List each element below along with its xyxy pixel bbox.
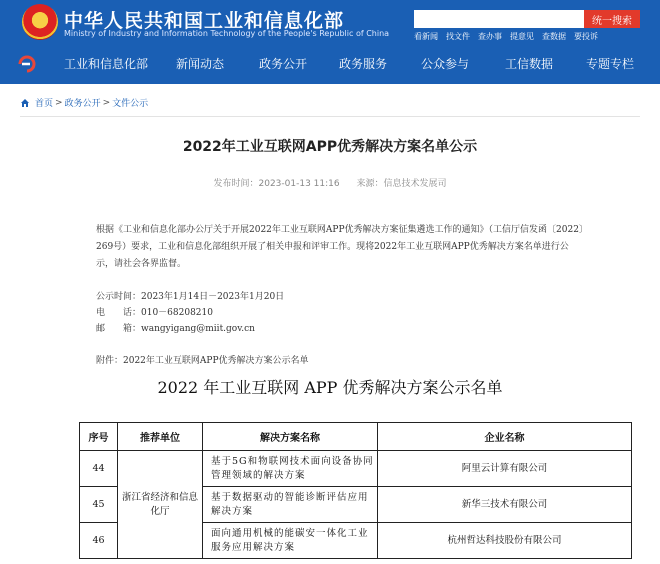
national-emblem-icon <box>22 4 58 40</box>
header-company: 企业名称 <box>378 423 632 451</box>
article-title: 2022年工业互联网APP优秀解决方案名单公示 <box>182 139 478 155</box>
article-meta <box>0 176 660 189</box>
header-top <box>0 0 660 45</box>
solution-name: 基于5G和物联网技术面向设备协同管理领域的解决方案 <box>203 451 378 487</box>
company-name: 杭州哲达科技股份有限公司 <box>378 523 632 559</box>
quick-link-feedback[interactable]: 提意见 <box>510 32 534 41</box>
quick-link-files[interactable]: 找文件 <box>446 32 470 41</box>
row-num: 46 <box>80 523 118 559</box>
search-button[interactable]: 统一搜索 <box>584 10 640 28</box>
breadcrumb-divider <box>20 116 640 117</box>
nav-item-public[interactable]: 公众参与 <box>421 57 470 71</box>
attachment-link[interactable]: 附件：2022年工业互联网APP优秀解决方案公示名单 <box>96 356 309 366</box>
nav-item-news[interactable]: 新闻动态 <box>176 57 225 71</box>
document-title: 2022 年工业互联网 APP 优秀解决方案公示名单 <box>157 378 503 397</box>
nav-item-topics[interactable]: 专题专栏 <box>586 57 635 71</box>
notice-time: 公示时间：2023年1月14日－2023年1月20日 <box>96 292 285 302</box>
header-solution: 解决方案名称 <box>203 423 378 451</box>
recommender-cell: 浙江省经济和信息化厅 <box>118 451 203 559</box>
article-source: 来源：信息技术发展司 <box>356 179 447 189</box>
contact-phone: 电 话：010－68208210 <box>96 308 213 318</box>
solutions-table <box>79 422 632 559</box>
nav-item-data[interactable]: 工信数据 <box>505 57 554 71</box>
quick-link-data[interactable]: 查数据 <box>542 32 566 41</box>
table-header-row <box>80 423 632 451</box>
nav-item-ministry[interactable]: 工业和信息化部 <box>64 57 149 71</box>
search-input[interactable] <box>414 10 584 28</box>
breadcrumb-separator: > <box>102 97 111 108</box>
nav-item-gov-services[interactable]: 政务服务 <box>339 57 388 71</box>
breadcrumb <box>20 96 148 109</box>
quick-link-services[interactable]: 查办事 <box>478 32 502 41</box>
site-title[interactable]: 中华人民共和国工业和信息化部 <box>64 10 345 32</box>
nav-item-gov-affairs[interactable]: 政务公开 <box>259 57 308 71</box>
breadcrumb-file-notice[interactable]: 文件公示 <box>112 99 149 109</box>
header-recommender: 推荐单位 <box>118 423 203 451</box>
company-name: 新华三技术有限公司 <box>378 487 632 523</box>
solution-name: 面向通用机械的能碳安一体化工业服务应用解决方案 <box>203 523 378 559</box>
row-num: 45 <box>80 487 118 523</box>
breadcrumb-home[interactable]: 首页 <box>35 99 54 109</box>
solution-name: 基于数据驱动的智能诊断评估应用解决方案 <box>203 487 378 523</box>
site-header <box>0 0 660 84</box>
breadcrumb-separator: > <box>55 97 63 108</box>
quick-link-news[interactable]: 看新闻 <box>414 32 438 41</box>
main-nav <box>0 45 660 84</box>
site-subtitle: Ministry of Industry and Information Technology of the People's Republic of China <box>64 29 390 38</box>
article-paragraph: 根据《工业和信息化部办公厅关于开展2022年工业互联网APP优秀解决方案征集遴选工作的通知》（工信厅信发函〔2022〕269号）要求，工业和信息化部组织开展了相关申报和评审工作。现将2022年工业互联网APP优秀解决方案名单进行公示，请社会各界监督。 <box>96 225 584 269</box>
quick-link-complaint[interactable]: 要投诉 <box>574 32 598 41</box>
breadcrumb-gov-affairs[interactable]: 政务公开 <box>64 99 101 109</box>
nav-logo-icon[interactable] <box>16 53 38 75</box>
quick-links <box>414 31 654 42</box>
table-row <box>80 451 632 487</box>
header-num: 序号 <box>80 423 118 451</box>
company-name: 阿里云计算有限公司 <box>378 451 632 487</box>
publish-time: 发布时间：2023-01-13 11:16 <box>213 179 340 189</box>
home-icon <box>20 98 30 108</box>
row-num: 44 <box>80 451 118 487</box>
contact-email: 邮 箱：wangyigang@miit.gov.cn <box>96 324 255 334</box>
